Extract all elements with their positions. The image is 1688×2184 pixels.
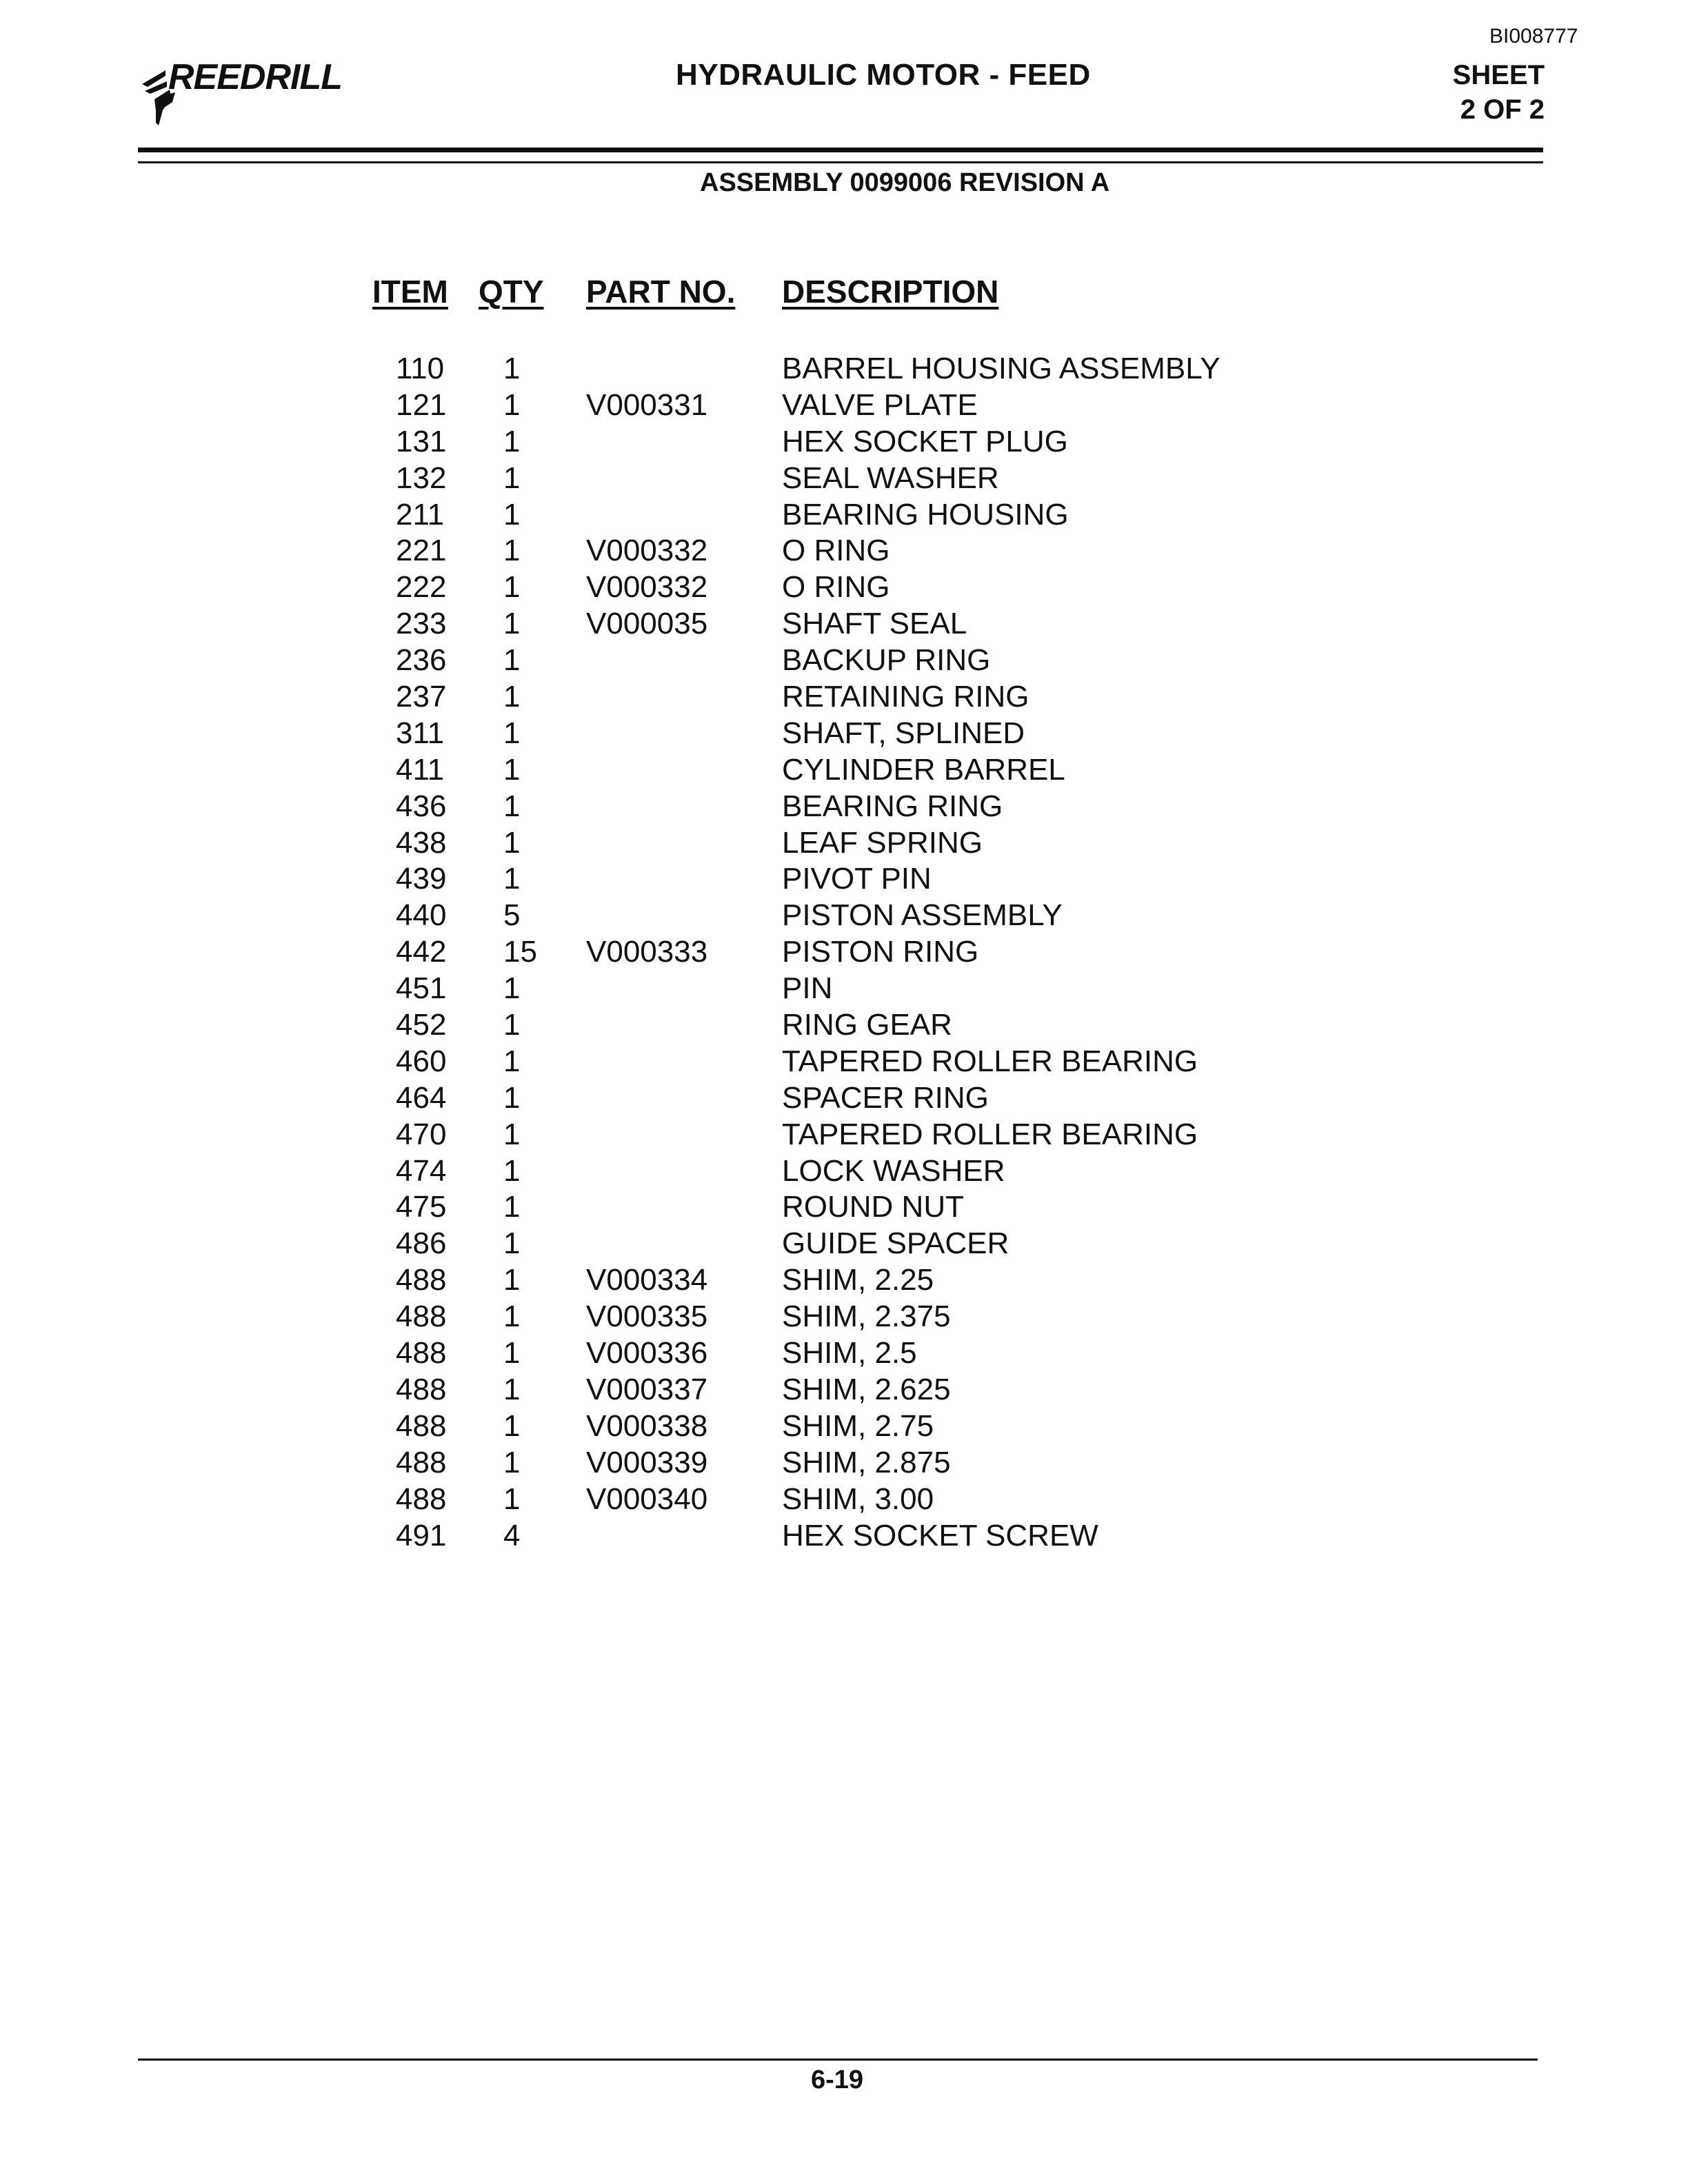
table-row — [0, 898, 1688, 935]
item-number: 110 — [396, 352, 445, 385]
description: HEX SOCKET SCREW — [782, 1518, 1098, 1553]
reedrill-logo — [135, 57, 370, 132]
item-number: 131 — [396, 424, 447, 458]
column-header-item: ITEM — [372, 274, 448, 310]
part-number: V000333 — [586, 935, 708, 969]
item-number: 451 — [396, 971, 447, 1006]
table-row — [0, 1519, 1688, 1555]
item-number: 411 — [396, 752, 445, 787]
item-number: 436 — [396, 789, 447, 823]
part-number: V000332 — [586, 534, 708, 568]
quantity: 1 — [503, 424, 521, 458]
item-number: 488 — [396, 1482, 447, 1516]
table-row — [0, 1044, 1688, 1081]
quantity: 1 — [503, 1263, 521, 1297]
description: SPACER RING — [782, 1080, 989, 1115]
description: RETAINING RING — [782, 680, 1029, 714]
quantity: 1 — [503, 971, 521, 1006]
description: VALVE PLATE — [782, 387, 978, 422]
table-row — [0, 1373, 1688, 1409]
quantity: 1 — [503, 789, 521, 823]
page-number: 6-19 — [811, 2065, 864, 2094]
header-rule-thick — [138, 148, 1543, 152]
quantity: 15 — [503, 935, 537, 969]
quantity: 1 — [503, 352, 521, 385]
description: SHIM, 2.5 — [782, 1336, 917, 1371]
description: TAPERED ROLLER BEARING — [782, 1117, 1198, 1151]
item-number: 488 — [396, 1372, 447, 1406]
description: CYLINDER BARREL — [782, 752, 1065, 787]
table-row — [0, 789, 1688, 826]
quantity: 1 — [503, 1300, 521, 1334]
description: HEX SOCKET PLUG — [782, 424, 1068, 458]
document-id: BI008777 — [1489, 25, 1578, 48]
quantity: 1 — [503, 1445, 521, 1479]
table-row — [0, 1081, 1688, 1118]
part-number: V000335 — [586, 1300, 708, 1334]
sheet-label: SHEET — [1452, 60, 1545, 90]
item-number: 470 — [396, 1117, 447, 1151]
description: SHIM, 3.00 — [782, 1482, 934, 1516]
logo-wordmark: REEDRILL — [168, 57, 342, 97]
table-row — [0, 753, 1688, 789]
quantity: 1 — [503, 461, 521, 495]
item-number: 311 — [396, 716, 445, 750]
quantity: 1 — [503, 497, 521, 532]
quantity: 1 — [503, 1153, 521, 1188]
table-row — [0, 1008, 1688, 1044]
description: LOCK WASHER — [782, 1153, 1005, 1188]
table-row — [0, 352, 1688, 388]
quantity: 1 — [503, 1336, 521, 1371]
table-row — [0, 1118, 1688, 1154]
description: PISTON RING — [782, 935, 979, 969]
table-row — [0, 935, 1688, 971]
item-number: 438 — [396, 825, 447, 860]
table-row — [0, 1446, 1688, 1482]
description: O RING — [782, 570, 890, 605]
description: SHIM, 2.625 — [782, 1372, 951, 1406]
description: BEARING HOUSING — [782, 497, 1069, 532]
quantity: 1 — [503, 680, 521, 714]
part-number: V000332 — [586, 570, 708, 605]
column-header-qty: QTY — [479, 274, 544, 310]
table-row — [0, 388, 1688, 425]
description: PIN — [782, 971, 833, 1006]
description: O RING — [782, 534, 890, 568]
quantity: 1 — [503, 643, 521, 678]
item-number: 464 — [396, 1080, 447, 1115]
quantity: 1 — [503, 752, 521, 787]
item-number: 488 — [396, 1300, 447, 1334]
description: LEAF SPRING — [782, 825, 983, 860]
sheet-indicator — [1448, 58, 1545, 127]
description: GUIDE SPACER — [782, 1226, 1009, 1261]
table-row — [0, 971, 1688, 1008]
quantity: 1 — [503, 862, 521, 896]
table-row — [0, 461, 1688, 498]
table-row — [0, 680, 1688, 716]
description: SHIM, 2.25 — [782, 1263, 934, 1297]
table-row — [0, 1190, 1688, 1226]
table-row — [0, 643, 1688, 680]
part-number: V000340 — [586, 1482, 708, 1516]
item-number: 236 — [396, 643, 447, 678]
description: PISTON ASSEMBLY — [782, 898, 1063, 933]
item-number: 488 — [396, 1336, 447, 1371]
sheet-count: 2 OF 2 — [1460, 94, 1545, 125]
table-row — [0, 1226, 1688, 1263]
table-row — [0, 534, 1688, 570]
table-row — [0, 862, 1688, 898]
description: ROUND NUT — [782, 1190, 964, 1224]
quantity: 1 — [503, 1482, 521, 1516]
page-title: HYDRAULIC MOTOR - FEED — [676, 58, 1091, 92]
quantity: 1 — [503, 1080, 521, 1115]
table-row — [0, 1409, 1688, 1446]
footer-rule — [138, 2059, 1538, 2061]
table-row — [0, 570, 1688, 607]
description: SHAFT SEAL — [782, 607, 967, 641]
description: BEARING RING — [782, 789, 1003, 823]
quantity: 1 — [503, 1008, 521, 1042]
part-number: V000338 — [586, 1408, 708, 1443]
item-number: 222 — [396, 570, 447, 605]
item-number: 460 — [396, 1044, 447, 1078]
description: SHIM, 2.375 — [782, 1300, 951, 1334]
description: TAPERED ROLLER BEARING — [782, 1044, 1198, 1078]
part-number: V000337 — [586, 1372, 708, 1406]
part-number: V000336 — [586, 1336, 708, 1371]
table-row — [0, 826, 1688, 862]
item-number: 491 — [396, 1518, 447, 1553]
item-number: 440 — [396, 898, 447, 933]
part-number: V000334 — [586, 1263, 708, 1297]
quantity: 1 — [503, 1117, 521, 1151]
item-number: 132 — [396, 461, 447, 495]
quantity: 1 — [503, 1408, 521, 1443]
quantity: 1 — [503, 387, 521, 422]
quantity: 1 — [503, 570, 521, 605]
table-row — [0, 425, 1688, 461]
quantity: 5 — [503, 898, 521, 933]
item-number: 475 — [396, 1190, 447, 1224]
quantity: 1 — [503, 607, 521, 641]
part-number: V000339 — [586, 1445, 708, 1479]
description: PIVOT PIN — [782, 862, 932, 896]
item-number: 486 — [396, 1226, 447, 1261]
description: SEAL WASHER — [782, 461, 999, 495]
column-header-part-no: PART NO. — [586, 274, 736, 310]
table-row — [0, 716, 1688, 753]
table-row — [0, 1336, 1688, 1373]
quantity: 1 — [503, 716, 521, 750]
item-number: 439 — [396, 862, 447, 896]
description: RING GEAR — [782, 1008, 952, 1042]
item-number: 121 — [396, 387, 447, 422]
item-number: 442 — [396, 935, 447, 969]
item-number: 237 — [396, 680, 447, 714]
quantity: 1 — [503, 1044, 521, 1078]
quantity: 1 — [503, 1372, 521, 1406]
item-number: 488 — [396, 1408, 447, 1443]
quantity: 1 — [503, 1190, 521, 1224]
item-number: 488 — [396, 1445, 447, 1479]
description: SHAFT, SPLINED — [782, 716, 1025, 750]
quantity: 1 — [503, 1226, 521, 1261]
part-number: V000331 — [586, 387, 708, 422]
quantity: 1 — [503, 534, 521, 568]
item-number: 452 — [396, 1008, 447, 1042]
table-row — [0, 1482, 1688, 1519]
quantity: 1 — [503, 825, 521, 860]
table-row — [0, 1154, 1688, 1191]
assembly-subtitle: ASSEMBLY 0099006 REVISION A — [700, 168, 1110, 197]
parts-list — [0, 352, 1688, 1555]
table-row — [0, 607, 1688, 643]
column-header-description: DESCRIPTION — [782, 274, 999, 310]
quantity: 4 — [503, 1518, 521, 1553]
description: BACKUP RING — [782, 643, 991, 678]
table-row — [0, 498, 1688, 534]
table-row — [0, 1263, 1688, 1300]
table-row — [0, 1300, 1688, 1336]
part-number: V000035 — [586, 607, 708, 641]
description: SHIM, 2.875 — [782, 1445, 951, 1479]
item-number: 233 — [396, 607, 447, 641]
header-rule-thin — [138, 161, 1543, 163]
item-number: 211 — [396, 497, 445, 532]
description: SHIM, 2.75 — [782, 1408, 934, 1443]
item-number: 474 — [396, 1153, 447, 1188]
description: BARREL HOUSING ASSEMBLY — [782, 352, 1220, 385]
item-number: 488 — [396, 1263, 447, 1297]
item-number: 221 — [396, 534, 447, 568]
